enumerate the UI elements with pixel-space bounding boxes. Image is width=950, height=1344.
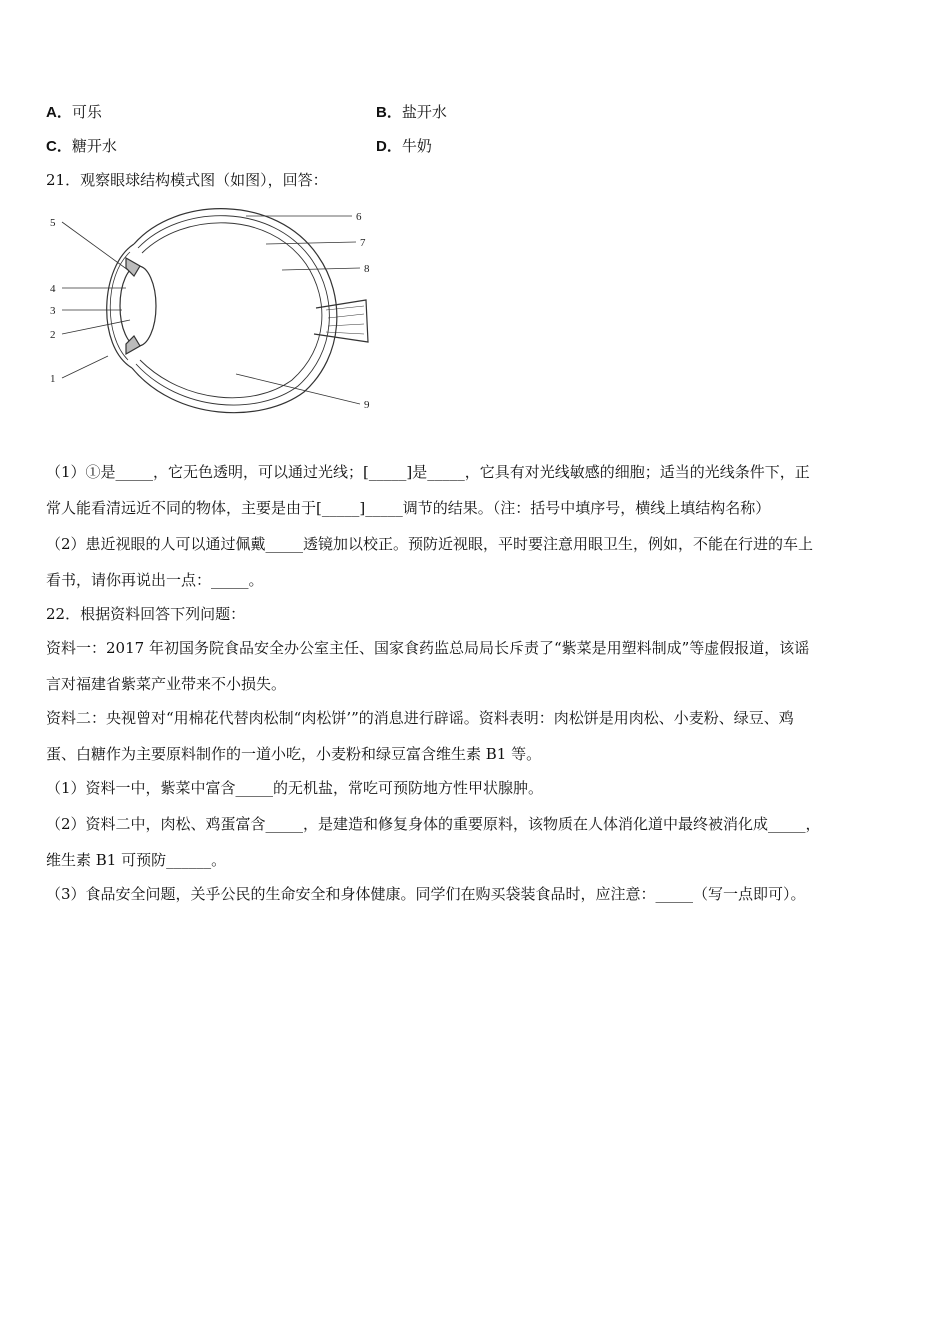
option-d [376,136,432,157]
q22-material2-line1: 资料二：央视曾对“用棉花代替肉松制“肉松饼’”的消息进行辟谣。资料表明：肉松饼是用肉松、小麦粉、绿豆、鸡 [46,709,794,727]
figure-label-6: 6 [356,211,362,223]
option-d-letter: D． [376,138,402,155]
q22-material2-line2: 蛋、白糖作为主要原料制作的一道小吃，小麦粉和绿豆富含维生素 B1 等。 [46,745,542,763]
q22-material1-line1: 资料一：2017 年初国务院食品安全办公室主任、国家食药监总局局长斥责了“紫菜是用塑料制成”等虚假报道，该谣 [46,639,810,657]
option-a-letter: A． [46,104,72,121]
option-b [376,102,447,123]
q22-material1-line2: 言对福建省紫菜产业带来不小损失。 [46,675,287,693]
option-a [46,102,102,123]
q22-part2-line1: （2）资料二中，肉松、鸡蛋富含_____，是建造和修复身体的重要原料，该物质在人体消化道中最终被消化成_____， [46,815,821,833]
option-a-text: 可乐 [71,103,102,121]
figure-label-1: 1 [50,373,56,385]
eye-outer-wall [132,209,337,413]
option-b-text: 盐开水 [401,103,447,121]
q21-part1-line1: （1）①是_____，它无色透明，可以通过光线；[_____]是_____，它具有对光线敏感的细胞；适当的光线条件下，正 [46,463,810,481]
q22-stem: 22．根据资料回答下列问题： [46,605,246,623]
figure-label-9: 9 [364,399,370,411]
figure-label-3: 3 [50,305,56,317]
q21-part2-line2: 看书，请你再说出一点：_____。 [46,571,264,589]
q22-part3: （3）食品安全问题，关乎公民的生命安全和身体健康。同学们在购买袋装食品时，应注意：_____（写一点即可）。 [46,885,806,903]
option-d-text: 牛奶 [401,137,432,155]
option-c-letter: C． [46,138,72,155]
figure-label-7: 7 [360,237,366,249]
option-c-text: 糖开水 [71,137,117,155]
q22-part1: （1）资料一中，紫菜中富含_____的无机盐，常吃可预防地方性甲状腺肿。 [46,779,544,797]
figure-label-2: 2 [50,329,56,341]
q22-part2-line2: 维生素 B1 可预防______。 [46,851,227,869]
q21-part1-line2: 常人能看清远近不同的物体，主要是由于[_____]_____调节的结果。（注：括号中填序号，横线上填结构名称） [46,499,771,517]
eye-middle-wall [136,216,329,405]
eye-inner-wall [140,223,322,398]
q21-stem: 21．观察眼球结构模式图（如图），回答： [46,171,328,189]
lens-shape [120,266,156,346]
figure-label-4: 4 [50,283,56,295]
figure-label-5: 5 [50,217,56,229]
option-c [46,136,117,157]
figure-label-8: 8 [364,263,370,275]
option-b-letter: B． [376,104,402,121]
eyeball-diagram [46,196,386,424]
q21-part2-line1: （2）患近视眼的人可以通过佩戴_____透镜加以校正。预防近视眼，平时要注意用眼卫生，例如，不能在行进的车上 [46,535,814,553]
